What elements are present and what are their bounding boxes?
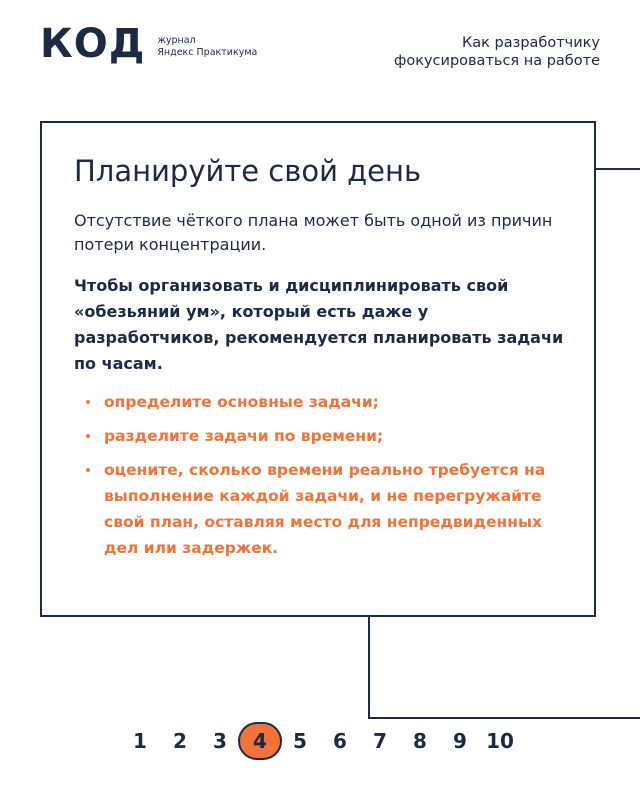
list-item-text: оцените, сколько времени реально требуется на выполнение каждой задачи, и не перегружайте свой план, оставляя место для непредвиденных дел или задержек. [104, 461, 546, 557]
bullet-dot-icon [86, 400, 90, 404]
bullet-dot-icon [86, 434, 90, 438]
card-title: Планируйте свой день [74, 154, 422, 188]
page-4-current[interactable]: 4 [238, 722, 282, 760]
page-2[interactable]: 2 [173, 729, 187, 753]
list-item-text: определите основные задачи; [104, 393, 379, 411]
bullet-dot-icon [86, 468, 90, 472]
frame-line-bottom [368, 717, 640, 719]
tips-list [74, 389, 564, 569]
logo-subtitle-line1: журнал [157, 35, 196, 46]
content-card [40, 121, 596, 617]
page-5[interactable]: 5 [293, 729, 307, 753]
logo-subtitle-line2: Яндекс Практикума [157, 47, 258, 58]
list-item [74, 389, 564, 415]
kod-logo[interactable] [40, 22, 257, 66]
list-item [74, 457, 564, 561]
page-1[interactable]: 1 [133, 729, 147, 753]
page-9[interactable]: 9 [453, 729, 467, 753]
article-title-line2: фокусироваться на работе [393, 53, 600, 69]
pagination [120, 722, 520, 760]
page-6[interactable]: 6 [333, 729, 347, 753]
emphasis-paragraph: Чтобы организовать и дисциплинировать свой «обезьяний ум», который есть даже у разработчиков, рекомендуется планировать задачи по часам. [74, 276, 564, 373]
page-8[interactable]: 8 [413, 729, 427, 753]
logo-subtitle [157, 35, 257, 59]
page-3[interactable]: 3 [213, 729, 227, 753]
page-10[interactable]: 10 [486, 729, 514, 753]
page-7[interactable]: 7 [373, 729, 387, 753]
frame-line-vertical [368, 617, 370, 719]
article-title [394, 34, 600, 70]
intro-paragraph: Отсутствие чёткого плана может быть одной из причин потери концентрации. [74, 211, 553, 254]
list-item [74, 423, 564, 449]
frame-line-top-right [596, 168, 640, 170]
logo-wordmark: КОД [40, 21, 146, 67]
article-title-line1: Как разработчику [461, 35, 600, 51]
list-item-text: разделите задачи по времени; [104, 427, 384, 445]
